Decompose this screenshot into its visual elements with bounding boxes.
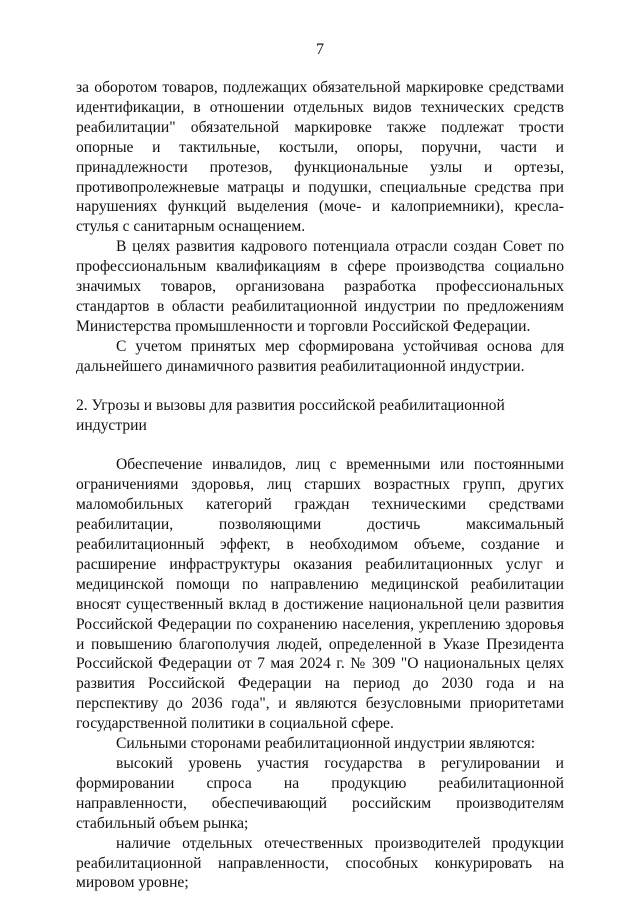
list-item-state-participation: высокий уровень участия государства в регулировании и формировании спроса на продукцию реабилитационной направленности, обеспечивающий российским производителям стабильный объем рынка; — [76, 755, 564, 832]
paragraph-continuation: за оборотом товаров, подлежащих обязательной маркировке средствами идентификации, в отношении отдельных видов технических средств реабилитации" обязательной маркировке также подлежат трости опорные и тактильные, костыли, опоры, поручни, части и принадлежности протезов, функциональные узлы и ортезы, противопролежневые матрацы и подушки, специальные средства при нарушениях функций выделения (моче- и калоприемники), кресла-стулья с санитарным оснащением. — [76, 79, 564, 236]
page-number: 7 — [316, 41, 324, 58]
paragraph-council: В целях развития кадрового потенциала отрасли создан Совет по профессиональным квалификациям в сфере производства социально значимых товаров, организована разработка профессиональных стандартов в области реабилитационной индустрии по предложениям Министерства промышленности и торговли Российской Федерации. — [76, 238, 564, 335]
paragraph-foundation: С учетом принятых мер сформирована устойчивая основа для дальнейшего динамичного развития реабилитационной индустрии. — [76, 337, 564, 375]
section-heading: 2. Угрозы и вызовы для развития российской реабилитационной индустрии — [76, 396, 505, 434]
paragraph-provision: Обеспечение инвалидов, лиц с временными или постоянными ограничениями здоровья, лиц старших возрастных групп, других маломобильных категорий граждан техническими средствами реабилитации, позволяющими достичь максимальный реабилитационный эффект, в необходимом объеме, создание и расширение инфраструктуры оказания реабилитационных услуг и медицинской помощи по направлению медицинской реабилитации вносят существенный вклад в достижение национальной цели развития Российской Федерации по сохранению населения, укреплению здоровья и повышению благополучия людей, определенной в Указе Президента Российской Федерации от 7 мая 2024 г. № 309 "О национальных целях развития Российской Федерации на период до 2030 года и на перспективу до 2036 года", и являются безусловными приоритетами государственной политики в социальной сфере. — [76, 456, 564, 733]
paragraph-strengths-intro: Сильными сторонами реабилитационной индустрии являются: — [116, 735, 536, 753]
list-item-domestic-producers: наличие отдельных отечественных производителей продукции реабилитационной направленности, способных конкурировать на мировом уровне; — [76, 834, 564, 892]
document-body — [76, 78, 564, 893]
